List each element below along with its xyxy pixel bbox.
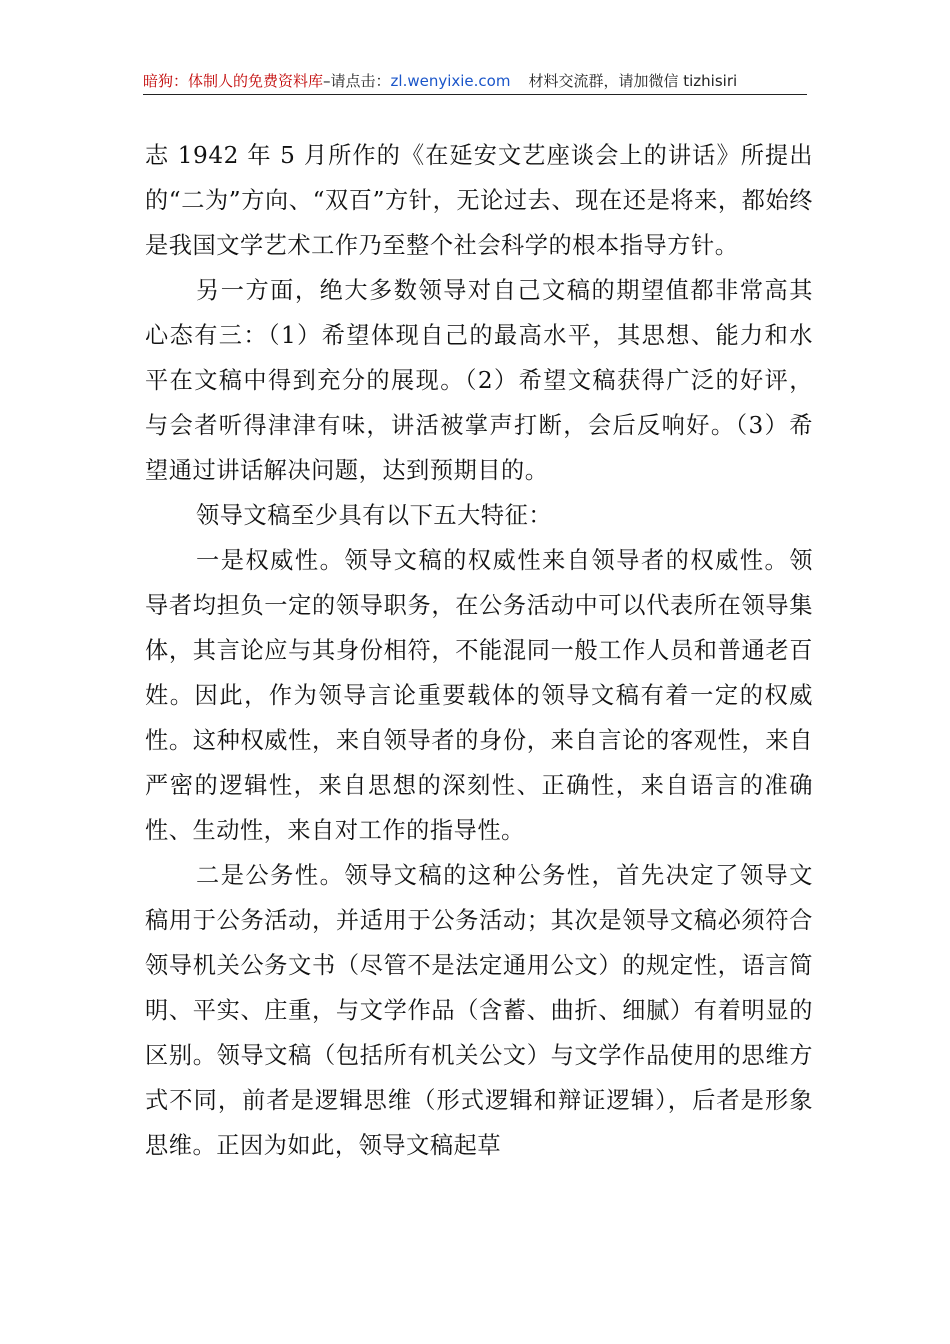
document-body (145, 133, 813, 1168)
paragraph-authority: 一是权威性。领导文稿的权威性来自领导者的权威性。领导者均担负一定的领导职务，在公务活动中可以代表所在领导集体，其言论应与其身份相符，不能混同一般工作人员和普通老百姓。因此，作为领导言论重要载体的领导文稿有着一定的权威性。这种权威性，来自领导者的身份，来自言论的客观性，来自严密的逻辑性，来自思想的深刻性、正确性，来自语言的准确性、生动性，来自对工作的指导性。 (145, 547, 813, 844)
paragraph-continued: 志 1942 年 5 月所作的《在延安文艺座谈会上的讲话》所提出的“二为”方向、“双百”方针，无论过去、现在还是将来，都始终是我国文学艺术工作乃至整个社会科学的根本指导方针。 (145, 142, 813, 259)
header-url-link[interactable]: zl.wenyixie.com (390, 72, 511, 90)
paragraph-five-features: 领导文稿至少具有以下五大特征： (196, 502, 553, 529)
header-group-note: 材料交流群，请加微信 tizhisiri (528, 72, 738, 90)
header-click-prompt: –请点击： (323, 72, 391, 90)
paragraph-official-nature: 二是公务性。领导文稿的这种公务性，首先决定了领导文稿用于公务活动，并适用于公务活动；其次是领导文稿必须符合领导机关公务文书（尽管不是法定通用公文）的规定性，语言简明、平实、庄重，与文学作品（含蓄、曲折、细腻）有着明显的区别。领导文稿（包括所有机关公文）与文学作品使用的思维方式不同，前者是逻辑思维（形式逻辑和辩证逻辑），后者是形象思维。正因为如此，领导文稿起草 (145, 862, 813, 1159)
paragraph-expectations: 另一方面，绝大多数领导对自己文稿的期望值都非常高其心态有三：（1）希望体现自己的最高水平，其思想、能力和水平在文稿中得到充分的展现。（2）希望文稿获得广泛的好评，与会者听得津津有味，讲活被掌声打断，会后反响好。（3）希望通过讲话解决问题，达到预期目的。 (145, 277, 813, 484)
page-header (143, 68, 807, 95)
header-brand: 暗狗：体制人的免费资料库 (143, 72, 324, 90)
